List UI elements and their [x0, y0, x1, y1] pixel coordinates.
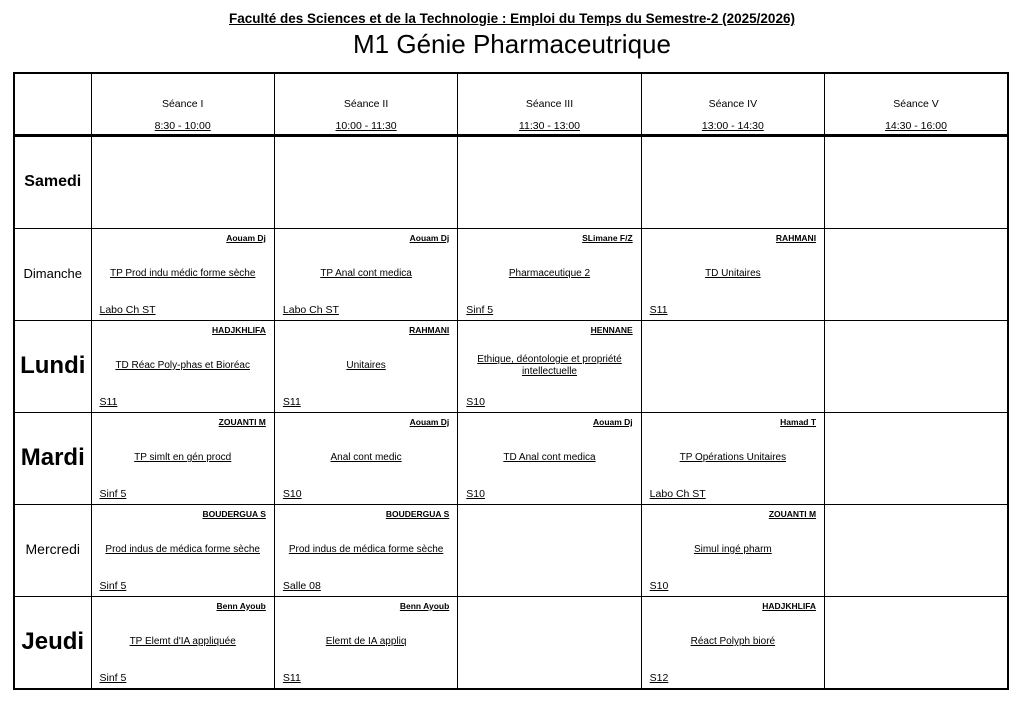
day-name: Samedi — [24, 173, 82, 190]
day-cell — [14, 320, 91, 412]
room-name: Sinf 5 — [99, 579, 127, 592]
room-name: Salle 08 — [282, 579, 321, 592]
slot-time: 13:00 - 14:30 — [701, 120, 764, 132]
timetable — [13, 72, 1009, 690]
session-content — [458, 505, 640, 596]
day-cell — [14, 504, 91, 596]
session-cell — [91, 412, 274, 504]
room-name: S12 — [649, 671, 669, 684]
session-cell — [274, 504, 457, 596]
session-cell — [274, 412, 457, 504]
session-content — [642, 137, 824, 228]
slot-header — [825, 73, 1008, 135]
session-cell — [641, 596, 824, 689]
day-row — [14, 320, 1008, 412]
room-name: Labo Ch ST — [282, 303, 339, 316]
room-name: S10 — [282, 487, 302, 500]
teacher-name: BOUDERGUA S — [385, 508, 450, 519]
day-cell — [14, 135, 91, 228]
session-cell — [641, 504, 824, 596]
course-name: Elemt de IA appliq — [325, 636, 407, 647]
session-content — [825, 321, 1007, 412]
day-name: Jeudi — [21, 628, 85, 655]
teacher-name: Aouam Dj — [409, 232, 450, 243]
room-name: S10 — [466, 395, 485, 408]
session-cell — [458, 228, 641, 320]
room-name: S11 — [99, 395, 118, 408]
session-cell — [91, 135, 274, 228]
day-row — [14, 412, 1008, 504]
course-name: TP Prod indu médic forme sèche — [109, 268, 256, 279]
session-cell — [825, 412, 1008, 504]
program-title: M1 Génie Pharmaceutrique — [353, 29, 671, 59]
slot-header — [91, 73, 274, 135]
session-content — [642, 505, 824, 596]
session-cell — [274, 135, 457, 228]
slot-name: Séance V — [893, 98, 939, 110]
course-name: Réact Polyph bioré — [690, 636, 776, 647]
session-content — [275, 137, 457, 228]
session-content — [825, 229, 1007, 320]
session-cell — [458, 504, 641, 596]
course-name — [646, 137, 820, 228]
session-cell — [825, 320, 1008, 412]
session-cell — [825, 228, 1008, 320]
slot-time: 10:00 - 11:30 — [335, 120, 397, 132]
day-row — [14, 596, 1008, 689]
course-name — [829, 229, 1003, 320]
course-name — [462, 505, 636, 596]
session-content — [275, 597, 457, 688]
session-content — [642, 413, 824, 504]
day-cell — [14, 412, 91, 504]
course-name: Anal cont medic — [330, 452, 402, 463]
session-cell — [274, 320, 457, 412]
session-content — [642, 229, 824, 320]
course-name: TP simlt en gén procd — [134, 452, 232, 463]
session-content — [642, 597, 824, 688]
course-name: TP Opérations Unitaires — [679, 452, 787, 463]
slot-name: Séance IV — [708, 98, 758, 110]
session-content — [92, 229, 274, 320]
session-content — [825, 413, 1007, 504]
slot-name: Séance III — [525, 98, 574, 110]
slot-time: 8:30 - 10:00 — [154, 120, 211, 132]
course-name: Prod indus de médica forme sèche — [105, 544, 260, 555]
day-name: Dimanche — [23, 266, 83, 281]
session-cell — [825, 135, 1008, 228]
session-cell — [641, 228, 824, 320]
day-row — [14, 228, 1008, 320]
room-name: S10 — [649, 579, 669, 592]
room-name: Labo Ch ST — [99, 303, 156, 316]
room-name: Sinf 5 — [99, 671, 127, 684]
room-name: Sinf 5 — [99, 487, 127, 500]
course-name: Simul ingé pharm — [693, 544, 772, 555]
course-name: TP Elemt d'IA appliquée — [129, 636, 236, 647]
course-name — [279, 137, 453, 228]
course-name: TP Anal cont medica — [320, 268, 412, 279]
teacher-name: Benn Ayoub — [216, 600, 266, 611]
teacher-name: Aouam Dj — [593, 416, 633, 427]
session-cell — [458, 135, 641, 228]
course-name: Pharmaceutique 2 — [508, 268, 591, 279]
corner-cell — [14, 73, 91, 135]
day-name: Mardi — [20, 444, 85, 471]
course-name — [829, 413, 1003, 504]
course-name — [829, 321, 1003, 412]
course-name: Prod indus de médica forme sèche — [288, 544, 444, 555]
slot-header — [274, 73, 457, 135]
session-cell — [641, 320, 824, 412]
session-cell — [641, 412, 824, 504]
session-cell — [458, 320, 641, 412]
document-title: Faculté des Sciences et de la Technologie : Emploi du Temps du Semestre-2 (2025/2026) — [229, 11, 795, 26]
slot-time: 11:30 - 13:00 — [518, 120, 581, 132]
session-cell — [825, 504, 1008, 596]
course-name: TD Unitaires — [705, 268, 761, 279]
course-name — [829, 597, 1003, 688]
teacher-name: Hamad T — [780, 416, 817, 427]
session-content — [825, 505, 1007, 596]
session-content — [92, 413, 274, 504]
room-name: S11 — [282, 395, 301, 408]
day-row — [14, 504, 1008, 596]
session-content — [275, 413, 457, 504]
course-name — [96, 137, 270, 228]
course-name — [462, 597, 636, 688]
session-cell — [641, 135, 824, 228]
session-content — [458, 413, 640, 504]
room-name: S10 — [466, 487, 485, 500]
teacher-name: Aouam Dj — [409, 416, 450, 427]
slot-header-row — [14, 73, 1008, 135]
session-cell — [91, 228, 274, 320]
session-content — [92, 597, 274, 688]
slot-header — [458, 73, 641, 135]
day-cell — [14, 228, 91, 320]
session-cell — [91, 504, 274, 596]
course-name — [646, 321, 820, 412]
session-cell — [458, 412, 641, 504]
day-cell — [14, 596, 91, 689]
slot-header — [641, 73, 824, 135]
session-content — [275, 321, 457, 412]
course-name: TD Anal cont medica — [503, 452, 596, 463]
day-name: Lundi — [20, 352, 86, 379]
course-name — [829, 137, 1003, 228]
session-content — [92, 505, 274, 596]
session-cell — [274, 596, 457, 689]
session-cell — [458, 596, 641, 689]
session-content — [825, 137, 1007, 228]
teacher-name: Benn Ayoub — [399, 600, 450, 611]
session-content — [458, 597, 640, 688]
room-name: Sinf 5 — [466, 303, 494, 316]
slot-time: 14:30 - 16:00 — [885, 120, 947, 132]
day-name: Mercredi — [25, 541, 80, 557]
session-cell — [274, 228, 457, 320]
session-content — [458, 229, 640, 320]
teacher-name: HADJKHLIFA — [212, 324, 266, 335]
slot-name: Séance II — [343, 98, 389, 110]
session-content — [825, 597, 1007, 688]
course-name: Ethique, déontologie et propriété intellectuelle — [477, 354, 622, 377]
teacher-name: RAHMANI — [409, 324, 450, 335]
session-content — [92, 321, 274, 412]
session-cell — [91, 596, 274, 689]
session-cell — [91, 320, 274, 412]
teacher-name: BOUDERGUA S — [202, 508, 266, 519]
room-name: S11 — [282, 671, 301, 684]
teacher-name: SLimane F/Z — [582, 232, 633, 243]
session-content — [275, 229, 457, 320]
teacher-name: ZOUANTI M — [218, 416, 266, 427]
course-name — [829, 505, 1003, 596]
teacher-name: RAHMANI — [775, 232, 817, 243]
room-name: Labo Ch ST — [649, 487, 706, 500]
session-content — [275, 505, 457, 596]
session-content — [92, 137, 274, 228]
room-name: S11 — [649, 303, 668, 316]
session-content — [642, 321, 824, 412]
session-content — [458, 137, 640, 228]
teacher-name: ZOUANTI M — [768, 508, 817, 519]
teacher-name: HENNANE — [590, 324, 633, 335]
course-name — [462, 137, 636, 228]
session-content — [458, 321, 640, 412]
course-name: Unitaires — [346, 360, 386, 371]
teacher-name: Aouam Dj — [226, 232, 266, 243]
day-row — [14, 135, 1008, 228]
slot-name: Séance I — [161, 98, 204, 110]
course-name: TD Réac Poly-phas et Bioréac — [115, 360, 250, 371]
session-cell — [825, 596, 1008, 689]
teacher-name: HADJKHLIFA — [762, 600, 817, 611]
